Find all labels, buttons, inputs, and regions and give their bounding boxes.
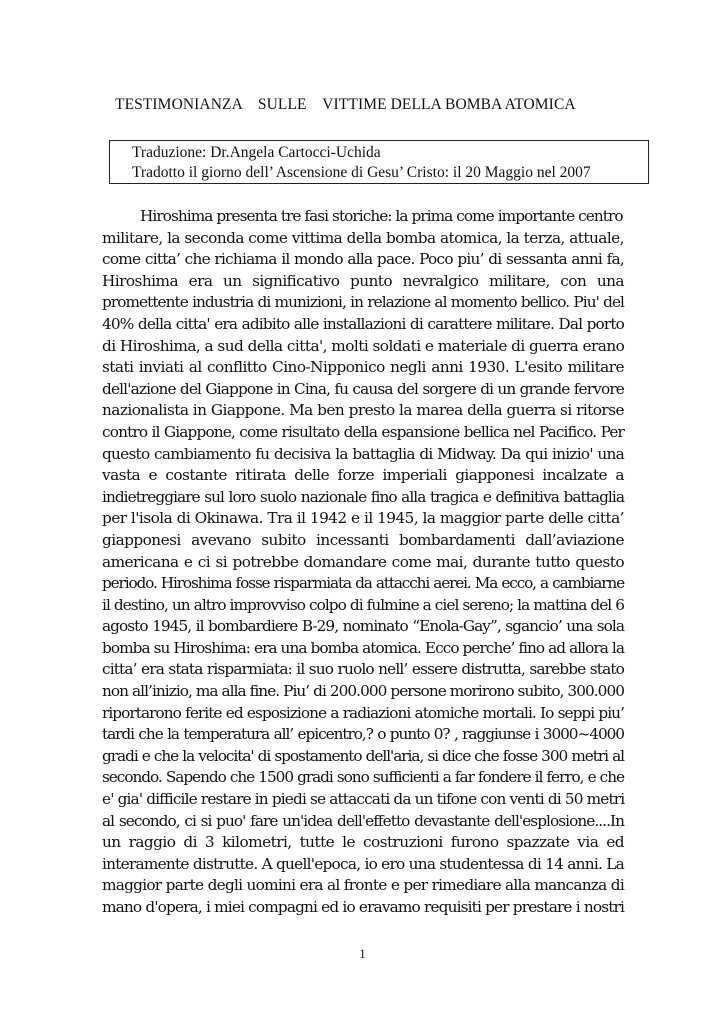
body-line: vasta e costante ritirata delle forze imperiali giapponesi incalzate a bbox=[102, 466, 624, 485]
body-line: maggior parte degli uomini era al fronte e per rimediare alla mancanza di bbox=[102, 876, 624, 895]
body-line: nazionalista in Giappone. Ma ben presto la marea della guerra si ritorse bbox=[102, 401, 624, 420]
body-line: e' gia' difficile restare in piedi se attaccati da un tifone con venti di 50 metri bbox=[102, 790, 625, 809]
page-number: 1 bbox=[359, 946, 366, 961]
body-line: un raggio di 3 kilometri, tutte le costruzioni furono spazzate via ed bbox=[102, 833, 624, 852]
body-line: 40% della citta' era adibito alle installazioni di carattere militare. Dal porto bbox=[102, 314, 624, 333]
body-line: dell'azione del Giappone in Cina, fu causa del sorgere di un grande fervore bbox=[102, 379, 624, 398]
translator-line: Traduzione: Dr.Angela Cartocci-Uchida bbox=[132, 144, 381, 161]
body-line: mano d'opera, i miei compagni ed io eravamo requisiti per prestare i nostri bbox=[102, 898, 624, 916]
body-line: non all’inizio, ma alla fine. Piu’ di 200.000 persone morirono subito, 300.000 bbox=[102, 682, 625, 701]
body-line: tardi che la temperatura all’ epicentro,? o punto 0? , raggiunse i 3000~4000 bbox=[102, 725, 624, 744]
body-line: questo cambiamento fu decisiva la battaglia di Midway. Da qui inizio' una bbox=[102, 444, 624, 463]
body-line: riportarono ferite ed esposizione a radiazioni atomiche mortali. Io seppi piu’ bbox=[102, 703, 624, 722]
translation-info-box bbox=[109, 140, 649, 184]
body-line: citta’ era stata risparmiata: il suo ruolo nell’ essere distrutta, sarebbe stato bbox=[102, 660, 624, 679]
body-paragraph bbox=[102, 206, 624, 919]
body-line: di Hiroshima, a sud della citta', molti soldati e materiale di guerra erano bbox=[102, 336, 625, 355]
body-line: americana e ci si potrebbe domandare come mai, durante tutto questo bbox=[102, 552, 624, 571]
body-line: il destino, un altro improvviso colpo di fulmine a ciel sereno; la mattina del 6 bbox=[102, 595, 624, 614]
body-line: secondo. Sapendo che 1500 gradi sono sufficienti a far fondere il ferro, e che bbox=[102, 768, 624, 787]
body-line: contro il Giappone, come risultato della espansione bellica nel Pacifico. Per bbox=[102, 422, 624, 441]
translation-date-line: Tradotto il giorno dell’ Ascensione di Gesu’ Cristo: il 20 Maggio nel 2007 bbox=[132, 164, 591, 181]
body-line: militare, la seconda come vittima della bomba atomica, la terza, attuale, bbox=[102, 228, 624, 247]
body-line: per l'isola di Okinawa. Tra il 1942 e il 1945, la maggior parte delle citta’ bbox=[102, 509, 624, 528]
body-line: indietreggiare sul loro suolo nazionale fino alla tragica e definitiva battaglia bbox=[102, 487, 624, 506]
body-line: al secondo, ci si puo' fare un'idea dell'effetto devastante dell'esplosione....In bbox=[102, 811, 624, 830]
body-line: gradi e che la velocita' di spostamento dell'aria, si dice che fosse 300 metri al bbox=[102, 746, 624, 765]
body-line: giapponesi avevano subito incessanti bombardamenti dall’aviazione bbox=[102, 530, 624, 549]
body-line: agosto 1945, il bombardiere B-29, nominato “Enola-Gay”, sgancio’ una sola bbox=[102, 617, 624, 636]
body-line: periodo. Hiroshima fosse risparmiata da attacchi aerei. Ma ecco, a cambiarne bbox=[102, 574, 624, 593]
body-line: interamente distrutte. A quell'epoca, io ero una studentessa di 14 anni. La bbox=[102, 854, 624, 873]
body-line: promettente industria di munizioni, in relazione al momento bellico. Piu' del bbox=[102, 293, 624, 312]
body-line: come citta’ che richiama il mondo alla pace. Poco piu’ di sessanta anni fa, bbox=[102, 250, 624, 269]
body-line: Hiroshima era un significativo punto nevralgico militare, con una bbox=[102, 271, 624, 290]
body-line: bomba su Hiroshima: era una bomba atomica. Ecco perche’ fino ad allora la bbox=[102, 638, 624, 657]
document-title: TESTIMONIANZA SULLE VITTIME DELLA BOMBA ATOMICA bbox=[115, 96, 576, 113]
body-line: stati inviati al conflitto Cino-Nipponico negli anni 1930. L'esito militare bbox=[102, 358, 624, 377]
body-line: Hiroshima presenta tre fasi storiche: la prima come importante centro bbox=[140, 207, 623, 225]
